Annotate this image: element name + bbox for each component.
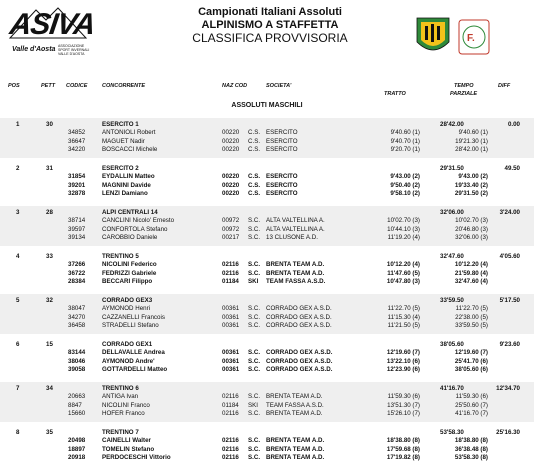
athlete-code: 39201 (68, 181, 86, 189)
athlete-club: CORRADO GEX A.S.D. (266, 305, 332, 312)
athlete-club-type: S.C. (248, 269, 261, 277)
table-row (0, 146, 534, 154)
leg-time: 9'43.00 (2) (390, 173, 420, 180)
col-naz-cod: NAZ COD (222, 83, 248, 89)
athlete-naz: 00972 (222, 225, 240, 233)
athlete-naz: 01184 (222, 278, 239, 285)
athlete-club: CORRADO GEX A.S.D. (266, 322, 332, 329)
team-time: 32'47.60 (440, 253, 464, 260)
team-time: 53'58.30 (440, 429, 464, 436)
split-time: 29'31.50 (2) (454, 190, 488, 197)
table-row (0, 454, 534, 462)
table-row (0, 138, 534, 146)
table-row (0, 190, 534, 198)
athlete-club-type: S.C. (248, 234, 261, 241)
team-diff: 0.00 (507, 121, 520, 128)
split-time: 9'40.60 (1) (458, 129, 488, 136)
asiva-logo (6, 4, 97, 64)
team-bib: 35 (46, 429, 53, 436)
team-diff: 25'16.30 (496, 429, 520, 436)
team-block (0, 162, 534, 202)
athlete-club: ESERCITO (266, 181, 298, 189)
table-row (0, 173, 534, 181)
athlete-name: BECCARI Filippo (102, 278, 153, 285)
athlete-name: HOFER Franco (102, 410, 145, 417)
split-time: 18'38.80 (8) (454, 437, 488, 444)
athlete-code: 28384 (68, 278, 86, 285)
team-header-row (0, 165, 534, 173)
leg-time: 9'20.70 (1) (390, 146, 420, 153)
athlete-name: PERDOCESCHI Vittorio (102, 454, 171, 461)
athlete-name: CONFORTOLA Stefano (102, 225, 168, 233)
split-time: 28'42.00 (1) (455, 146, 488, 153)
team-position: 1 (16, 121, 20, 128)
table-row (0, 393, 534, 401)
leg-time: 10'12.20 (4) (386, 261, 420, 268)
col-codice: CODICE (66, 83, 88, 89)
athlete-club-type: S.C. (248, 322, 261, 329)
leg-time: 18'38.80 (8) (386, 437, 420, 444)
team-name: CORRADO GEX3 (102, 297, 153, 304)
team-time: 41'16.70 (440, 385, 464, 392)
athlete-code: 34852 (68, 129, 86, 136)
athlete-name: LENZI Damiano (102, 190, 148, 197)
athlete-name: DELLAVALLE Andrea (102, 349, 165, 356)
team-header-row (0, 297, 534, 305)
team-name: TRENTINO 7 (102, 429, 139, 436)
athlete-club: TEAM FASSA A.S.D. (266, 401, 324, 409)
athlete-name: FEDRIZZI Gabriele (102, 269, 157, 277)
athlete-naz: 00361 (222, 305, 240, 312)
athlete-club: ALTA VALTELLINA A. (266, 217, 325, 224)
athlete-code: 38047 (68, 305, 86, 312)
team-position: 6 (16, 341, 20, 348)
team-header-row (0, 209, 534, 217)
team-diff: 49.50 (504, 165, 520, 172)
athlete-club: BRENTA TEAM A.D. (266, 437, 325, 444)
table-row (0, 270, 534, 278)
athlete-code: 36458 (68, 322, 86, 329)
athlete-club-type: C.S. (248, 190, 261, 197)
table-row (0, 217, 534, 225)
team-bib: 15 (46, 341, 53, 348)
team-block (0, 426, 534, 466)
table-row (0, 261, 534, 269)
athlete-club: BRENTA TEAM A.D. (266, 410, 323, 417)
team-name: ESERCITO 2 (102, 165, 139, 172)
athlete-code: 8847 (68, 401, 82, 409)
athlete-club-type: S.C. (248, 357, 261, 365)
team-name: CORRADO GEX1 (102, 341, 153, 348)
split-time: 36'38.48 (8) (454, 445, 488, 453)
team-time: 29'31.50 (440, 165, 464, 172)
athlete-club-type: S.C. (248, 261, 261, 268)
athlete-name: AYMONOD Andre' (102, 357, 155, 365)
team-block (0, 382, 534, 422)
header-line-3: CLASSIFICA PROVVISORIA (192, 31, 348, 45)
athlete-club: BRENTA TEAM A.D. (266, 445, 325, 453)
athlete-naz: 02116 (222, 269, 239, 277)
athlete-club: ESERCITO (266, 190, 298, 197)
logo-tiny-text: ASSOCIAZIONE SPORT INVERNALI VALLE D'AOSTA (58, 44, 90, 56)
athlete-club-type: C.S. (248, 129, 261, 136)
team-position: 7 (16, 385, 20, 392)
split-time: 19'21.30 (1) (455, 137, 488, 145)
athlete-naz: 00217 (222, 234, 240, 241)
athlete-club-type: C.S. (248, 173, 261, 180)
athlete-club: ESERCITO (266, 129, 298, 136)
team-position: 5 (16, 297, 20, 304)
team-diff: 3'24.00 (499, 209, 520, 216)
team-time: 33'59.50 (440, 297, 464, 304)
col-pett: PETT (41, 83, 56, 89)
leg-time: 11'15.30 (4) (387, 313, 420, 321)
athlete-name: TOMELIN Stefano (102, 445, 155, 453)
athlete-club-type: S.C. (248, 366, 261, 373)
athlete-name: CANCLINI Nicolo' Ernesto (102, 217, 175, 224)
team-header-row (0, 121, 534, 129)
split-time: 11'59.30 (6) (455, 393, 488, 400)
athlete-naz: 02116 (222, 454, 239, 461)
team-name: TRENTINO 5 (102, 253, 139, 260)
athlete-code: 39597 (68, 225, 86, 233)
athlete-name: ANTONIOLI Robert (102, 129, 156, 136)
athlete-club-type: S.C. (248, 410, 261, 417)
team-position: 2 (16, 165, 20, 172)
athlete-club-type: S.C. (248, 305, 261, 312)
col-societa: SOCIETA' (266, 83, 292, 89)
athlete-naz: 02116 (222, 437, 239, 444)
split-time: 38'05.60 (6) (454, 366, 488, 373)
team-diff: 9'23.60 (499, 341, 520, 348)
team-diff: 4'05.60 (499, 253, 520, 260)
athlete-club-type: C.S. (248, 137, 261, 145)
leg-time: 11'19.20 (4) (387, 234, 420, 241)
leg-time: 15'26.10 (7) (387, 410, 420, 417)
athlete-code: 36647 (68, 137, 86, 145)
split-time: 25'50.60 (7) (455, 401, 488, 409)
athlete-naz: 00361 (222, 322, 240, 329)
athlete-naz: 00220 (222, 173, 240, 180)
split-time: 53'58.30 (8) (454, 454, 488, 461)
athlete-code: 83144 (68, 349, 86, 356)
split-time: 25'41.70 (6) (454, 357, 488, 365)
athlete-name: CAROBBIO Daniele (102, 234, 158, 241)
leg-time: 9'40.70 (1) (390, 137, 420, 145)
header-line-1: Campionati Italiani Assoluti (198, 6, 342, 18)
column-headers (0, 80, 534, 100)
athlete-club: TEAM FASSA A.S.D. (266, 278, 326, 285)
table-row (0, 322, 534, 330)
athlete-code: 38046 (68, 357, 86, 365)
leg-time: 10'44.10 (3) (387, 225, 420, 233)
athlete-club-type: S.C. (248, 217, 261, 224)
athlete-club-type: S.C. (248, 313, 261, 321)
split-time: 32'06.00 (3) (455, 234, 488, 241)
athlete-naz: 01184 (222, 401, 239, 409)
logo-brand: ASIVA (7, 8, 97, 41)
athlete-name: MAGUET Nadir (102, 137, 145, 145)
leg-time: 9'50.40 (2) (390, 181, 420, 189)
athlete-name: MAGNINI Davide (102, 181, 151, 189)
table-row (0, 349, 534, 357)
athlete-code: 34270 (68, 313, 86, 321)
athlete-code: 39134 (68, 234, 86, 241)
athlete-club: 13 CLUSONE A.D. (266, 234, 318, 241)
team-header-row (0, 341, 534, 349)
table-row (0, 410, 534, 418)
leg-time: 10'47.80 (3) (386, 278, 420, 285)
table-row (0, 446, 534, 454)
athlete-club: CORRADO GEX A.S.D. (266, 349, 333, 356)
athlete-naz: 00220 (222, 181, 240, 189)
team-diff: 5'17.50 (499, 297, 520, 304)
athlete-name: CAINELLI Walter (102, 437, 151, 444)
team-bib: 31 (46, 165, 53, 172)
athlete-naz: 02116 (222, 445, 239, 453)
split-time: 33'59.50 (5) (455, 322, 488, 329)
team-block (0, 294, 534, 334)
split-time: 9'43.00 (2) (458, 173, 488, 180)
team-position: 8 (16, 429, 20, 436)
team-time: 32'06.00 (440, 209, 464, 216)
col-tempo: TEMPO (454, 83, 474, 89)
athlete-club: BRENTA TEAM A.D. (266, 393, 323, 400)
col-parziale: PARZIALE (450, 91, 478, 97)
leg-time: 11'22.70 (5) (387, 305, 420, 312)
split-time: 10'12.20 (4) (454, 261, 488, 268)
athlete-club-type: C.S. (248, 181, 261, 189)
leg-time: 17'59.68 (8) (386, 445, 420, 453)
athlete-club: ESERCITO (266, 137, 298, 145)
svg-text:F.: F. (467, 33, 475, 44)
athlete-naz: 02116 (222, 261, 239, 268)
team-position: 3 (16, 209, 20, 216)
col-concorrente: CONCORRENTE (102, 83, 146, 89)
team-name: ESERCITO 1 (102, 121, 139, 128)
col-pos: POS (8, 83, 20, 89)
team-name: ALPI CENTRALI 14 (102, 209, 158, 216)
athlete-club-type: S.C. (248, 225, 261, 233)
team-header-row (0, 429, 534, 437)
leg-time: 10'02.70 (3) (387, 217, 420, 224)
athlete-club-type: S.C. (248, 393, 261, 400)
team-block (0, 338, 534, 378)
federation-logos (415, 16, 495, 60)
leg-time: 13'51.30 (7) (387, 401, 420, 409)
athlete-club: BRENTA TEAM A.D. (266, 261, 325, 268)
team-bib: 32 (46, 297, 53, 304)
athlete-club-type: S.C. (248, 437, 261, 444)
table-row (0, 182, 534, 190)
athlete-naz: 00361 (222, 349, 240, 356)
logo-subtitle: Valle d'Aosta (12, 46, 56, 53)
athlete-naz: 02116 (222, 410, 239, 417)
split-time: 12'19.60 (7) (454, 349, 488, 356)
athlete-club-type: S.C. (248, 454, 261, 461)
table-row (0, 314, 534, 322)
athlete-club: BRENTA TEAM A.D. (266, 454, 325, 461)
athlete-club-type: C.S. (248, 146, 261, 153)
athlete-naz: 00220 (222, 190, 240, 197)
athlete-club: CORRADO GEX A.S.D. (266, 357, 333, 365)
athlete-club: ALTA VALTELLINA A. (266, 225, 325, 233)
athlete-club: CORRADO GEX A.S.D. (266, 313, 332, 321)
athlete-naz: 00972 (222, 217, 240, 224)
team-block (0, 250, 534, 290)
athlete-club-type: SKI (248, 278, 259, 285)
split-time: 21'59.80 (4) (454, 269, 488, 277)
athlete-name: NICOLINI Federico (102, 261, 157, 268)
leg-time: 13'22.10 (6) (386, 357, 420, 365)
athlete-name: NICOLINI Franco (102, 401, 150, 409)
section-title: ASSOLUTI MASCHILI (231, 102, 303, 109)
team-header-row (0, 253, 534, 261)
athlete-name: STRADELLI Stefano (102, 322, 159, 329)
athlete-code: 18897 (68, 445, 86, 453)
team-block (0, 206, 534, 246)
athlete-name: BOSCACCI Michele (102, 146, 158, 153)
team-bib: 30 (46, 121, 53, 128)
fisi-logo-icon (415, 16, 495, 60)
document-header (150, 6, 390, 45)
table-row (0, 437, 534, 445)
split-time: 22'38.00 (5) (455, 313, 488, 321)
athlete-code: 20498 (68, 437, 86, 444)
team-name: TRENTINO 6 (102, 385, 139, 392)
leg-time: 17'19.82 (8) (386, 454, 420, 461)
team-bib: 33 (46, 253, 53, 260)
team-header-row (0, 385, 534, 393)
team-diff: 12'34.70 (496, 385, 520, 392)
athlete-name: AYMONOD Henri (102, 305, 151, 312)
table-row (0, 402, 534, 410)
athlete-club-type: SKI (248, 401, 258, 409)
split-time: 32'47.60 (4) (454, 278, 488, 285)
athlete-name: EYDALLIN Matteo (102, 173, 155, 180)
athlete-name: ANTIGA Ivan (102, 393, 139, 400)
leg-time: 12'23.90 (6) (386, 366, 420, 373)
col-diff: DIFF (498, 83, 511, 89)
athlete-club: CORRADO GEX A.S.D. (266, 366, 333, 373)
split-time: 19'33.40 (2) (454, 181, 488, 189)
athlete-club: ESERCITO (266, 173, 298, 180)
athlete-name: GOTTARDELLI Matteo (102, 366, 168, 373)
athlete-naz: 02116 (222, 393, 239, 400)
leg-time: 11'47.60 (5) (387, 269, 420, 277)
team-time: 28'42.00 (440, 121, 464, 128)
athlete-code: 34220 (68, 146, 86, 153)
athlete-name: CAZZANELLI Francois (102, 313, 165, 321)
col-tratto: TRATTO (384, 91, 406, 97)
leg-time: 11'59.30 (6) (387, 393, 420, 400)
athlete-club: BRENTA TEAM A.D. (266, 269, 325, 277)
split-time: 41'16.70 (7) (455, 410, 488, 417)
leg-time: 12'19.60 (7) (386, 349, 420, 356)
team-bib: 28 (46, 209, 53, 216)
athlete-naz: 00361 (222, 366, 240, 373)
table-row (0, 358, 534, 366)
leg-time: 9'58.10 (2) (390, 190, 420, 197)
split-time: 10'02.70 (3) (455, 217, 488, 224)
athlete-code: 38714 (68, 217, 86, 224)
leg-time: 11'21.50 (5) (387, 322, 420, 329)
athlete-code: 31854 (68, 173, 86, 180)
leg-time: 9'40.60 (1) (390, 129, 420, 136)
table-row (0, 226, 534, 234)
athlete-code: 15660 (68, 410, 86, 417)
athlete-code: 36722 (68, 269, 86, 277)
athlete-code: 20918 (68, 454, 86, 461)
table-row (0, 278, 534, 286)
athlete-code: 39058 (68, 366, 86, 373)
team-time: 38'05.60 (440, 341, 464, 348)
team-position: 4 (16, 253, 20, 260)
athlete-naz: 00220 (222, 146, 240, 153)
athlete-code: 37266 (68, 261, 86, 268)
table-row (0, 305, 534, 313)
table-row (0, 366, 534, 374)
athlete-naz: 00220 (222, 129, 240, 136)
athlete-code: 20663 (68, 393, 86, 400)
athlete-naz: 00361 (222, 357, 240, 365)
team-block (0, 118, 534, 158)
team-bib: 34 (46, 385, 53, 392)
athlete-naz: 00361 (222, 313, 240, 321)
table-row (0, 129, 534, 137)
athlete-code: 32878 (68, 190, 86, 197)
split-time: 11'22.70 (5) (455, 305, 488, 312)
table-row (0, 234, 534, 242)
athlete-club-type: S.C. (248, 445, 261, 453)
header-line-2: ALPINISMO A STAFFETTA (201, 19, 339, 31)
athlete-club: ESERCITO (266, 146, 298, 153)
athlete-club-type: S.C. (248, 349, 261, 356)
athlete-naz: 00220 (222, 137, 240, 145)
split-time: 20'46.80 (3) (455, 225, 488, 233)
